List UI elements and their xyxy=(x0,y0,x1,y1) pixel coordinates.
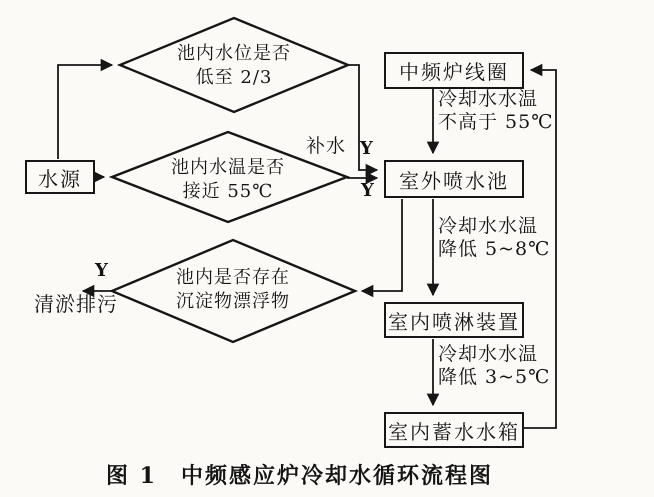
label-spray-to-tank-line1: 冷却水水温 xyxy=(438,343,539,365)
node-outdoor-pool xyxy=(384,160,524,198)
decision-sediment-line2: 沉淀物漂浮物 xyxy=(176,291,290,312)
decision-level-line2: 低至 2/3 xyxy=(195,67,273,88)
label-pool-to-spray-line1: 冷却水水温 xyxy=(438,215,539,237)
node-indoor-spray xyxy=(384,302,524,338)
node-water-source xyxy=(25,160,95,194)
label-pool-to-spray xyxy=(438,215,550,261)
edge-source-to-level-check xyxy=(58,65,112,159)
decision-sediment-line1: 池内是否存在 xyxy=(176,267,290,288)
node-furnace-coil-label: 中频炉线圈 xyxy=(399,60,509,84)
label-yes-temp: Y xyxy=(361,180,374,201)
label-spray-to-tank xyxy=(438,343,550,389)
decision-temp-line1: 池内水温是否 xyxy=(171,157,285,178)
label-pool-to-spray-line2: 降低 5~8℃ xyxy=(438,238,551,260)
label-coil-to-pool-line1: 冷却水水温 xyxy=(438,88,539,110)
decision-sediment-text xyxy=(143,266,323,314)
figure-caption: 图 1 中频感应炉冷却水循环流程图 xyxy=(106,463,493,489)
decision-temp-text xyxy=(138,156,318,204)
node-indoor-tank-label: 室内蓄水水箱 xyxy=(388,419,520,444)
decision-level-text xyxy=(144,42,324,90)
node-water-source-label: 水源 xyxy=(38,166,82,191)
label-coil-to-pool xyxy=(438,88,553,134)
node-indoor-spray-label: 室内喷淋装置 xyxy=(388,309,520,334)
node-furnace-coil xyxy=(384,52,524,89)
decision-temp-line2: 接近 55℃ xyxy=(182,181,274,202)
label-replenish: 补水 xyxy=(306,135,347,157)
decision-level-line1: 池内水位是否 xyxy=(177,43,291,64)
label-yes-sediment: Y xyxy=(95,260,108,281)
label-coil-to-pool-line2: 不高于 55℃ xyxy=(438,111,554,133)
edge-pool-to-sediment-check xyxy=(362,199,402,291)
node-indoor-tank xyxy=(384,412,524,448)
label-dredge: 清淤排污 xyxy=(34,292,118,316)
node-outdoor-pool-label: 室外喷水池 xyxy=(399,168,509,193)
label-spray-to-tank-line2: 降低 3~5℃ xyxy=(438,366,551,388)
label-yes-level: Y xyxy=(360,138,373,159)
